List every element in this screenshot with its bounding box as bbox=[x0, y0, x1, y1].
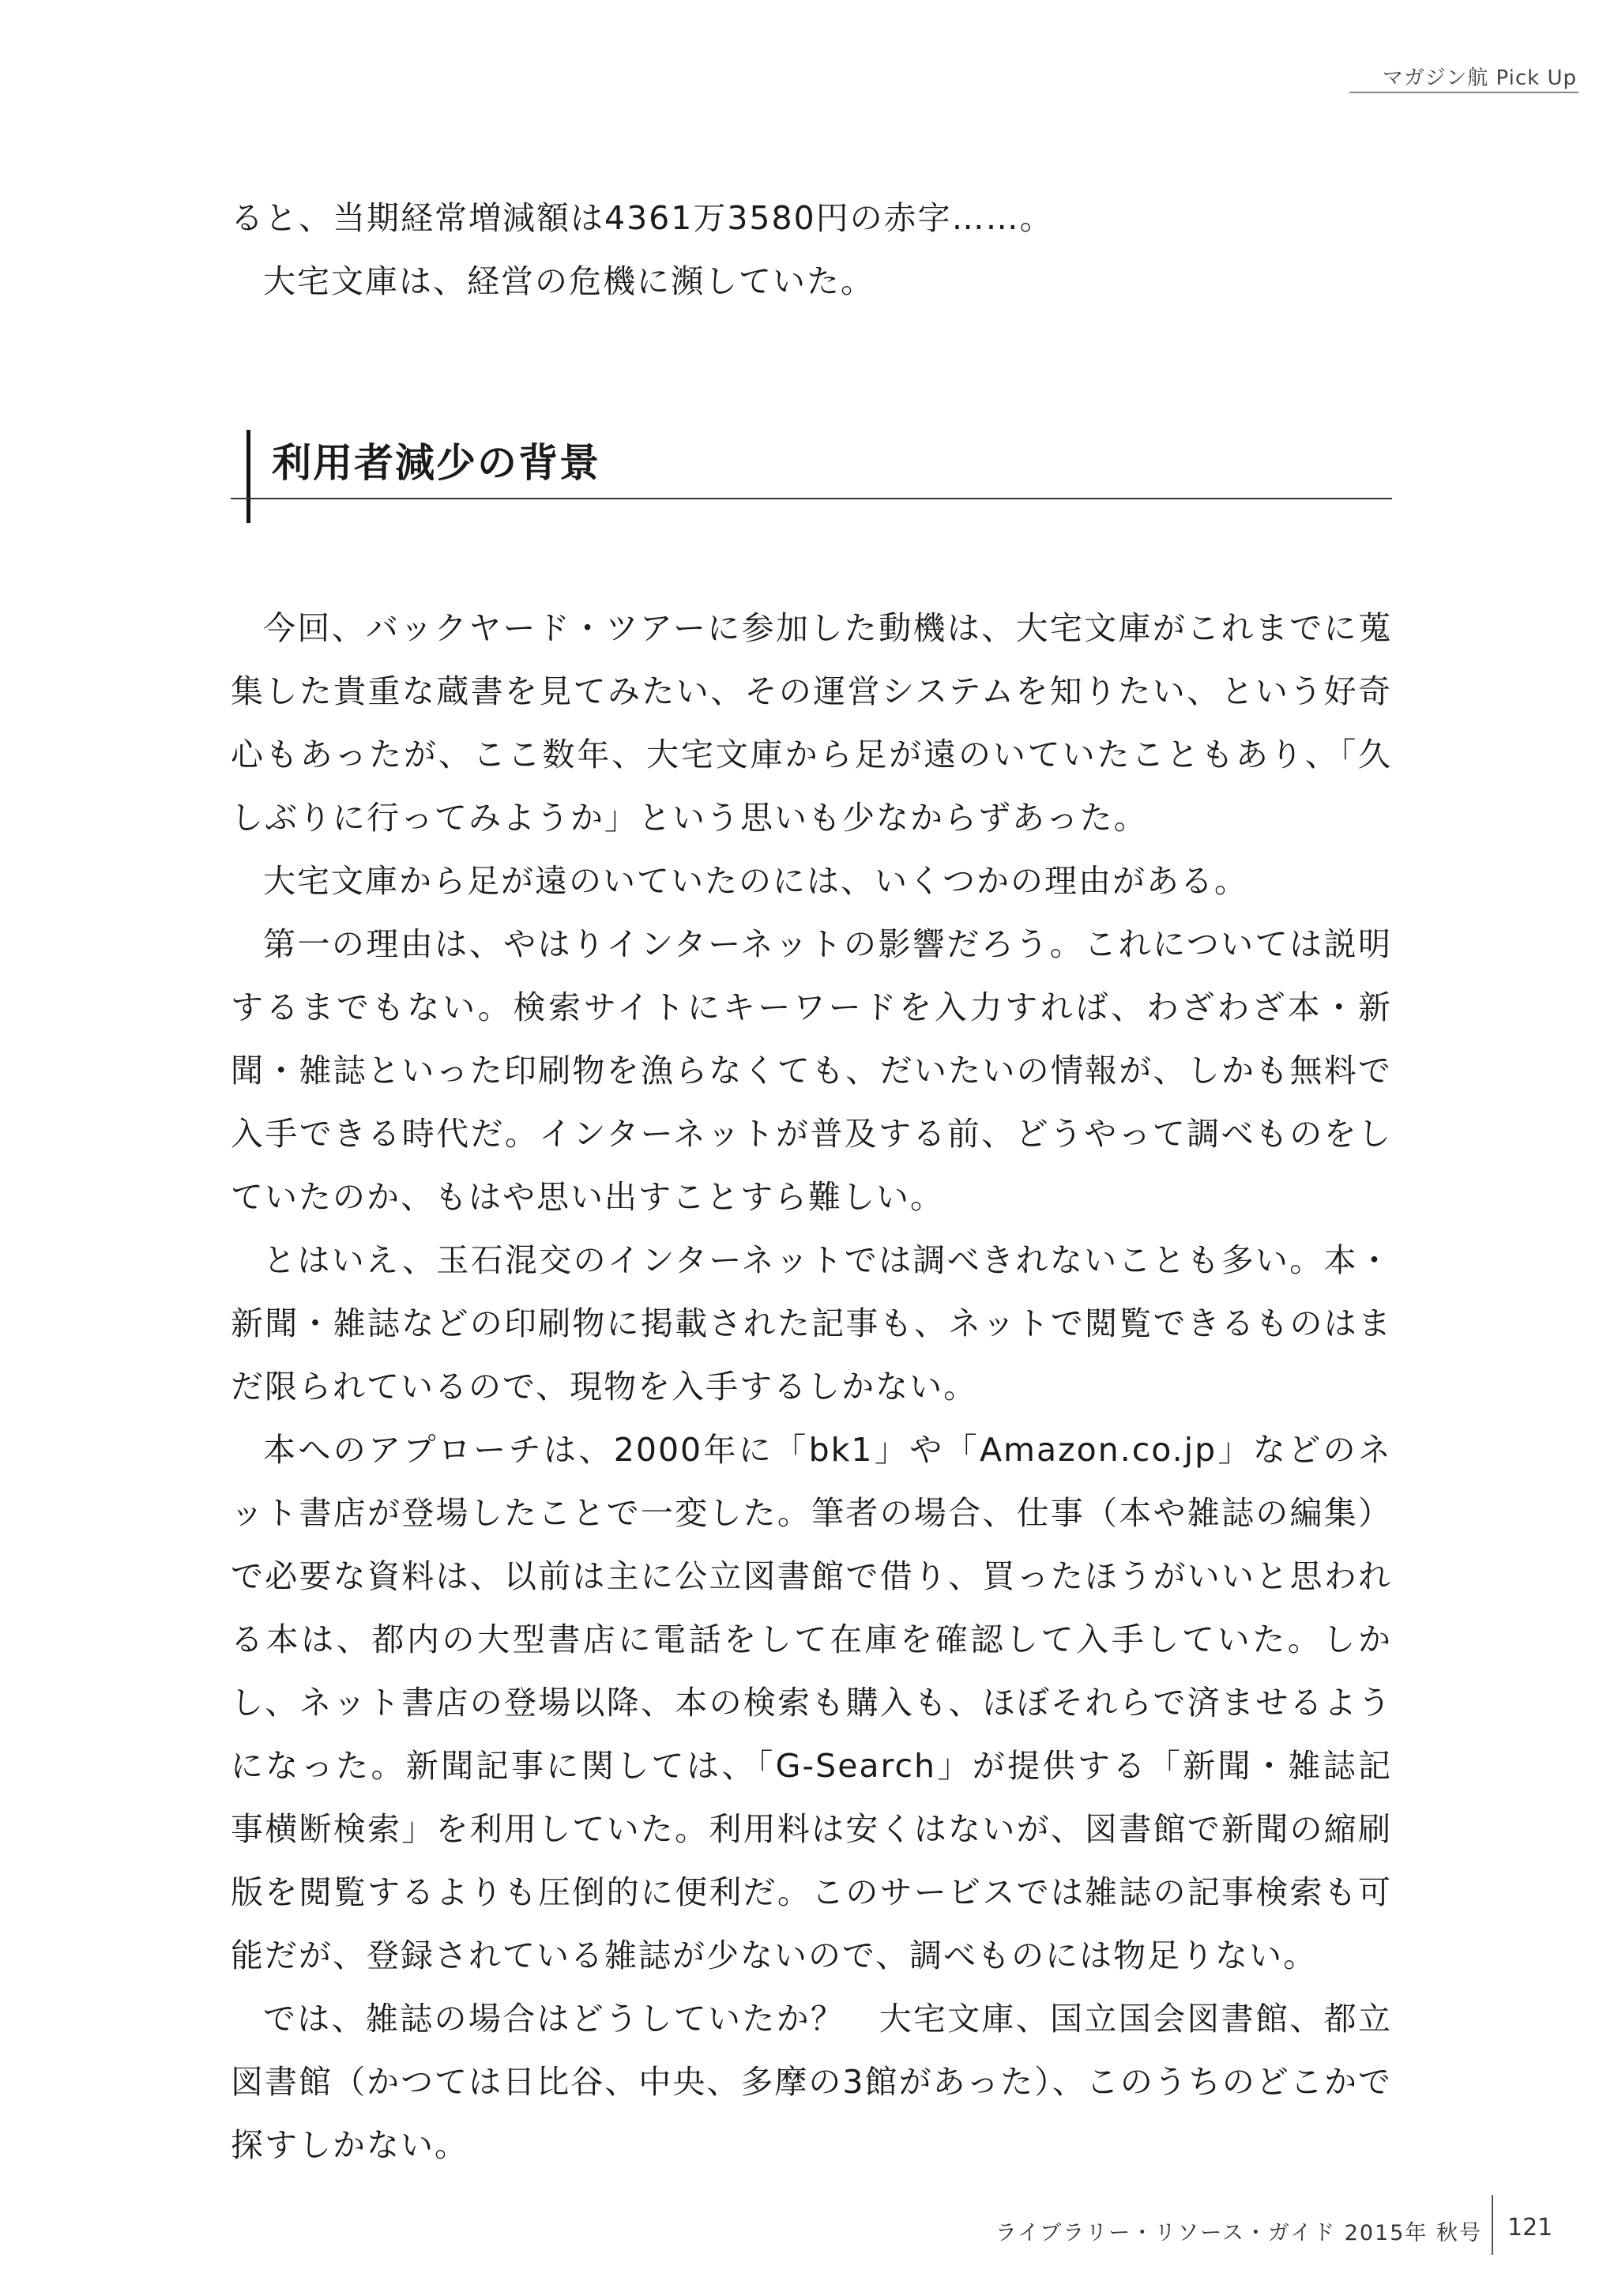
footer-divider bbox=[1492, 2195, 1493, 2255]
body-paragraph: 本へのアプローチは、2000年に「bk1」や「Amazon.co.jp」などのネット書店が登場したことで一変した。筆者の場合、仕事（本や雑誌の編集）で必要な資料は、以前は主に公立図書館で借り、買ったほうがいいと思われる本は、都内の大型書店に電話をして在庫を確認して入手していた。しかし、ネット書店の登場以降、本の検索も購入も、ほぼそれらで済ませるようになった。新聞記事に関しては、「G-Search」が提供する「新聞・雑誌記事横断検索」を利用していた。利用料は安くはないが、図書館で新聞の縮刷版を閲覧するよりも圧倒的に便利だ。このサービスでは雑誌の記事検索も可能だが、登録されている雑誌が少ないので、調べものには物足りない。 bbox=[231, 1431, 1392, 1974]
section-heading-bar bbox=[246, 430, 250, 523]
running-header: マガジン航 Pick Up bbox=[1382, 66, 1577, 90]
footer-publication: ライブラリー・リソース・ガイド 2015年 秋号 bbox=[995, 2221, 1482, 2245]
header-rule bbox=[1349, 92, 1578, 93]
section-heading-rule bbox=[231, 498, 1392, 499]
intro-text bbox=[231, 186, 1392, 313]
body-paragraph: では、雑誌の場合はどうしていたか？ 大宅文庫、国立国会図書館、都立図書館（かつては日比谷、中央、多摩の3館があった）、このうちのどこかで探すしかない。 bbox=[231, 2000, 1392, 2164]
section-body bbox=[231, 597, 1392, 2177]
section-heading: 利用者減少の背景 bbox=[272, 440, 600, 486]
intro-paragraph: 大宅文庫は、経営の危機に瀕していた。 bbox=[263, 262, 875, 300]
page-number: 121 bbox=[1507, 2214, 1553, 2241]
intro-paragraph: ると、当期経常増減額は4361万3580円の赤字……。 bbox=[231, 199, 1054, 237]
body-paragraph: 今回、バックヤード・ツアーに参加した動機は、大宅文庫がこれまでに蒐集した貴重な蔵書を見てみたい、その運営システムを知りたい、という好奇心もあったが、ここ数年、大宅文庫から足が遠のいていたこともあり、「久しぶりに行ってみようか」という思いも少なからずあった。 bbox=[231, 609, 1392, 837]
body-paragraph: 第一の理由は、やはりインターネットの影響だろう。これについては説明するまでもない。検索サイトにキーワードを入力すれば、わざわざ本・新聞・雑誌といった印刷物を漁らなくても、だいたいの情報が、しかも無料で入手できる時代だ。インターネットが普及する前、どうやって調べものをしていたのか、もはや思い出すことすら難しい。 bbox=[231, 925, 1392, 1216]
body-paragraph: 大宅文庫から足が遠のいていたのには、いくつかの理由がある。 bbox=[263, 862, 1248, 900]
body-paragraph: とはいえ、玉石混交のインターネットでは調べきれないことも多い。本・新聞・雑誌などの印刷物に掲載された記事も、ネットで閲覧できるものはまだ限られているので、現物を入手するしかない。 bbox=[231, 1241, 1392, 1406]
